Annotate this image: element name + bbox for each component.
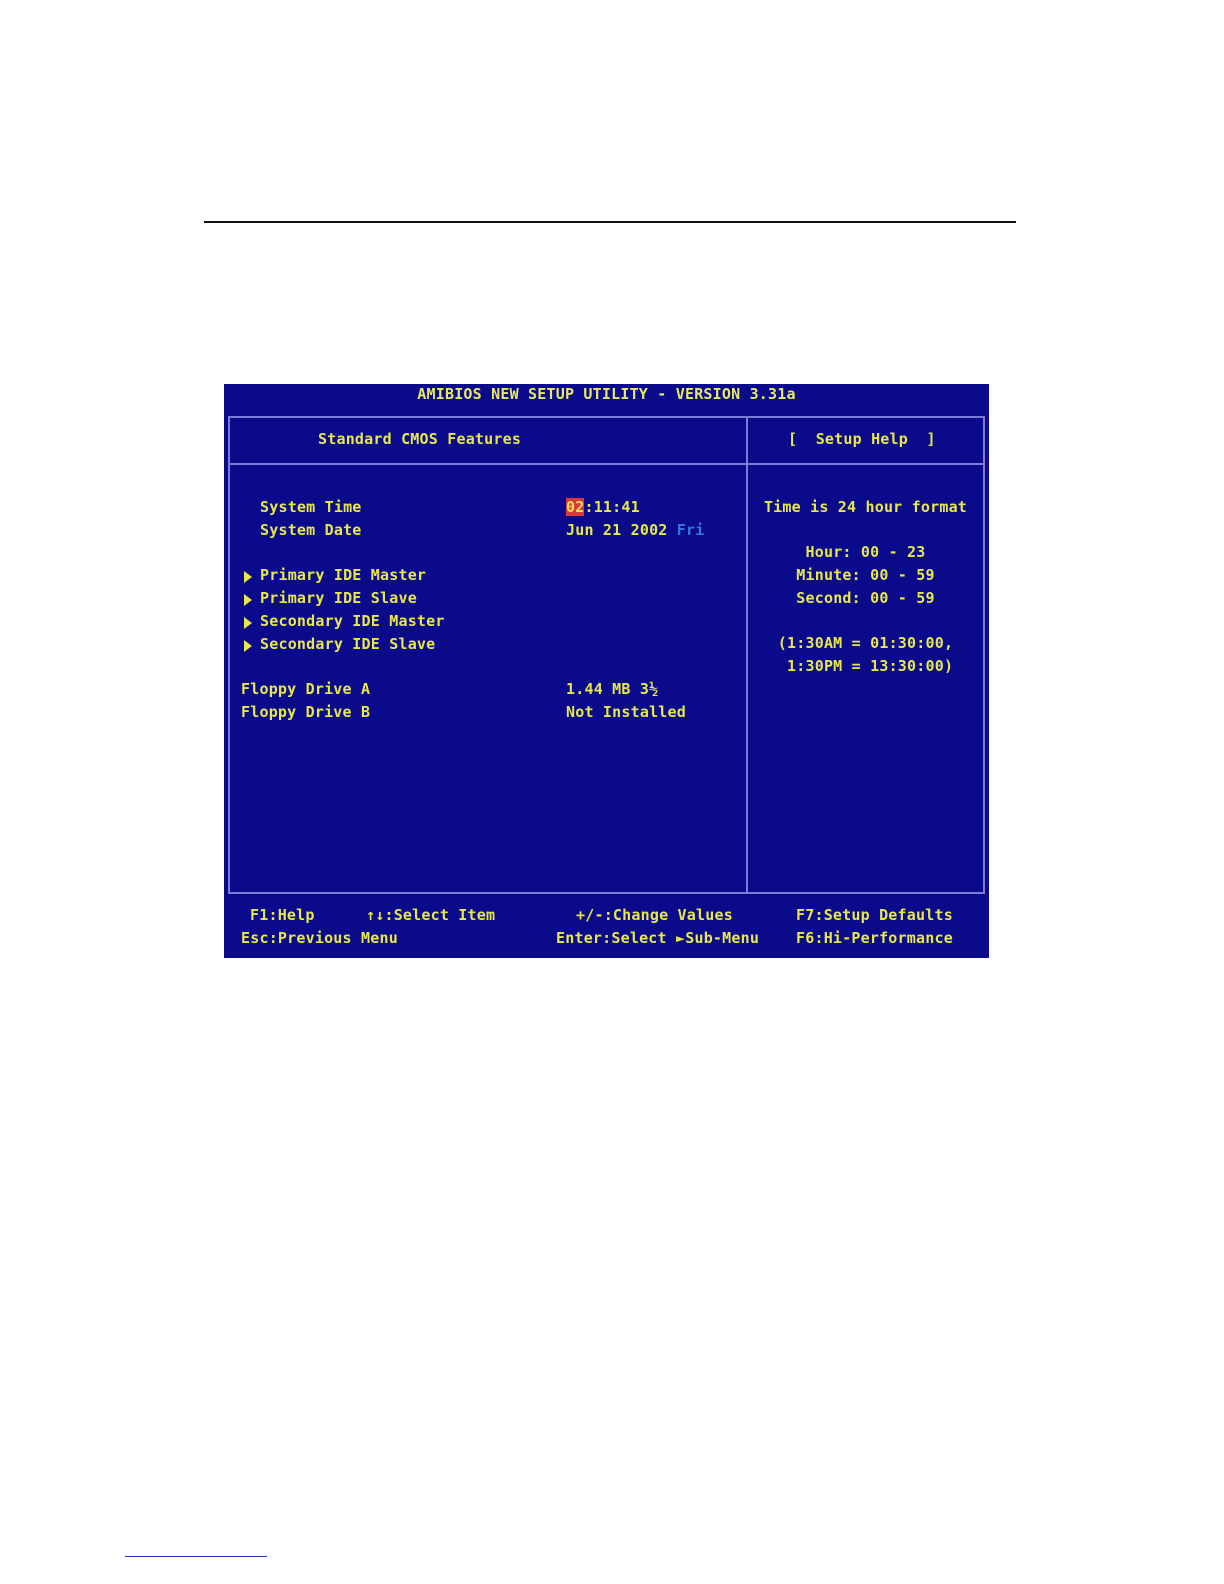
- floppy-drive-a-label[interactable]: Floppy Drive A: [241, 680, 371, 698]
- submenu-secondary-ide-master[interactable]: Secondary IDE Master: [260, 612, 445, 630]
- system-date-value[interactable]: [566, 521, 704, 539]
- key-change-values: +/-:Change Values: [576, 906, 733, 924]
- help-text-line: Hour: 00 - 23: [805, 543, 926, 561]
- system-time-hour-cursor[interactable]: 02: [566, 498, 585, 516]
- help-text-line: 1:30PM = 13:30:00): [777, 657, 954, 675]
- floppy-drive-b-value[interactable]: Not Installed: [566, 703, 686, 721]
- help-text-line: Time is 24 hour format: [763, 498, 968, 516]
- key-f1-help: F1:Help: [250, 906, 315, 924]
- panel-divider-vertical: [746, 418, 748, 892]
- system-date-day: Fri: [676, 521, 705, 539]
- submenu-primary-ide-master[interactable]: Primary IDE Master: [260, 566, 427, 584]
- system-time-value[interactable]: [566, 498, 640, 516]
- floppy-drive-b-label[interactable]: Floppy Drive B: [241, 703, 371, 721]
- system-time-rest: :11:41: [584, 498, 640, 516]
- bios-setup-screen: [224, 384, 989, 958]
- setup-help-heading: [ Setup Help ]: [788, 430, 936, 448]
- key-f7-setup-defaults: F7:Setup Defaults: [796, 906, 953, 924]
- system-time-label[interactable]: System Time: [260, 498, 362, 516]
- submenu-secondary-ide-slave[interactable]: Secondary IDE Slave: [260, 635, 436, 653]
- panel-divider-horizontal: [230, 463, 983, 465]
- main-frame: [228, 416, 985, 894]
- left-panel-heading: Standard CMOS Features: [318, 430, 522, 448]
- submenu-arrow-icon: [244, 617, 252, 629]
- help-text-line: Minute: 00 - 59: [796, 566, 935, 584]
- bios-title: AMIBIOS NEW SETUP UTILITY - VERSION 3.31a: [417, 385, 796, 403]
- floppy-drive-a-value[interactable]: 1.44 MB 3½: [566, 680, 659, 698]
- help-text-line: (1:30AM = 01:30:00,: [777, 634, 954, 652]
- page-top-rule: [204, 221, 1016, 223]
- page-footnote-rule: [125, 1556, 267, 1557]
- system-date-label[interactable]: System Date: [260, 521, 362, 539]
- help-text-line: Second: 00 - 59: [796, 589, 935, 607]
- key-esc-previous-menu: Esc:Previous Menu: [241, 929, 398, 947]
- key-enter-sub-menu: Enter:Select ►Sub-Menu: [556, 929, 760, 947]
- submenu-arrow-icon: [244, 594, 252, 606]
- submenu-arrow-icon: [244, 640, 252, 652]
- system-date-date: Jun 21 2002: [566, 521, 668, 539]
- submenu-arrow-icon: [244, 571, 252, 583]
- submenu-primary-ide-slave[interactable]: Primary IDE Slave: [260, 589, 417, 607]
- key-f6-hi-performance: F6:Hi-Performance: [796, 929, 953, 947]
- key-select-item: ↑↓:Select Item: [366, 906, 496, 924]
